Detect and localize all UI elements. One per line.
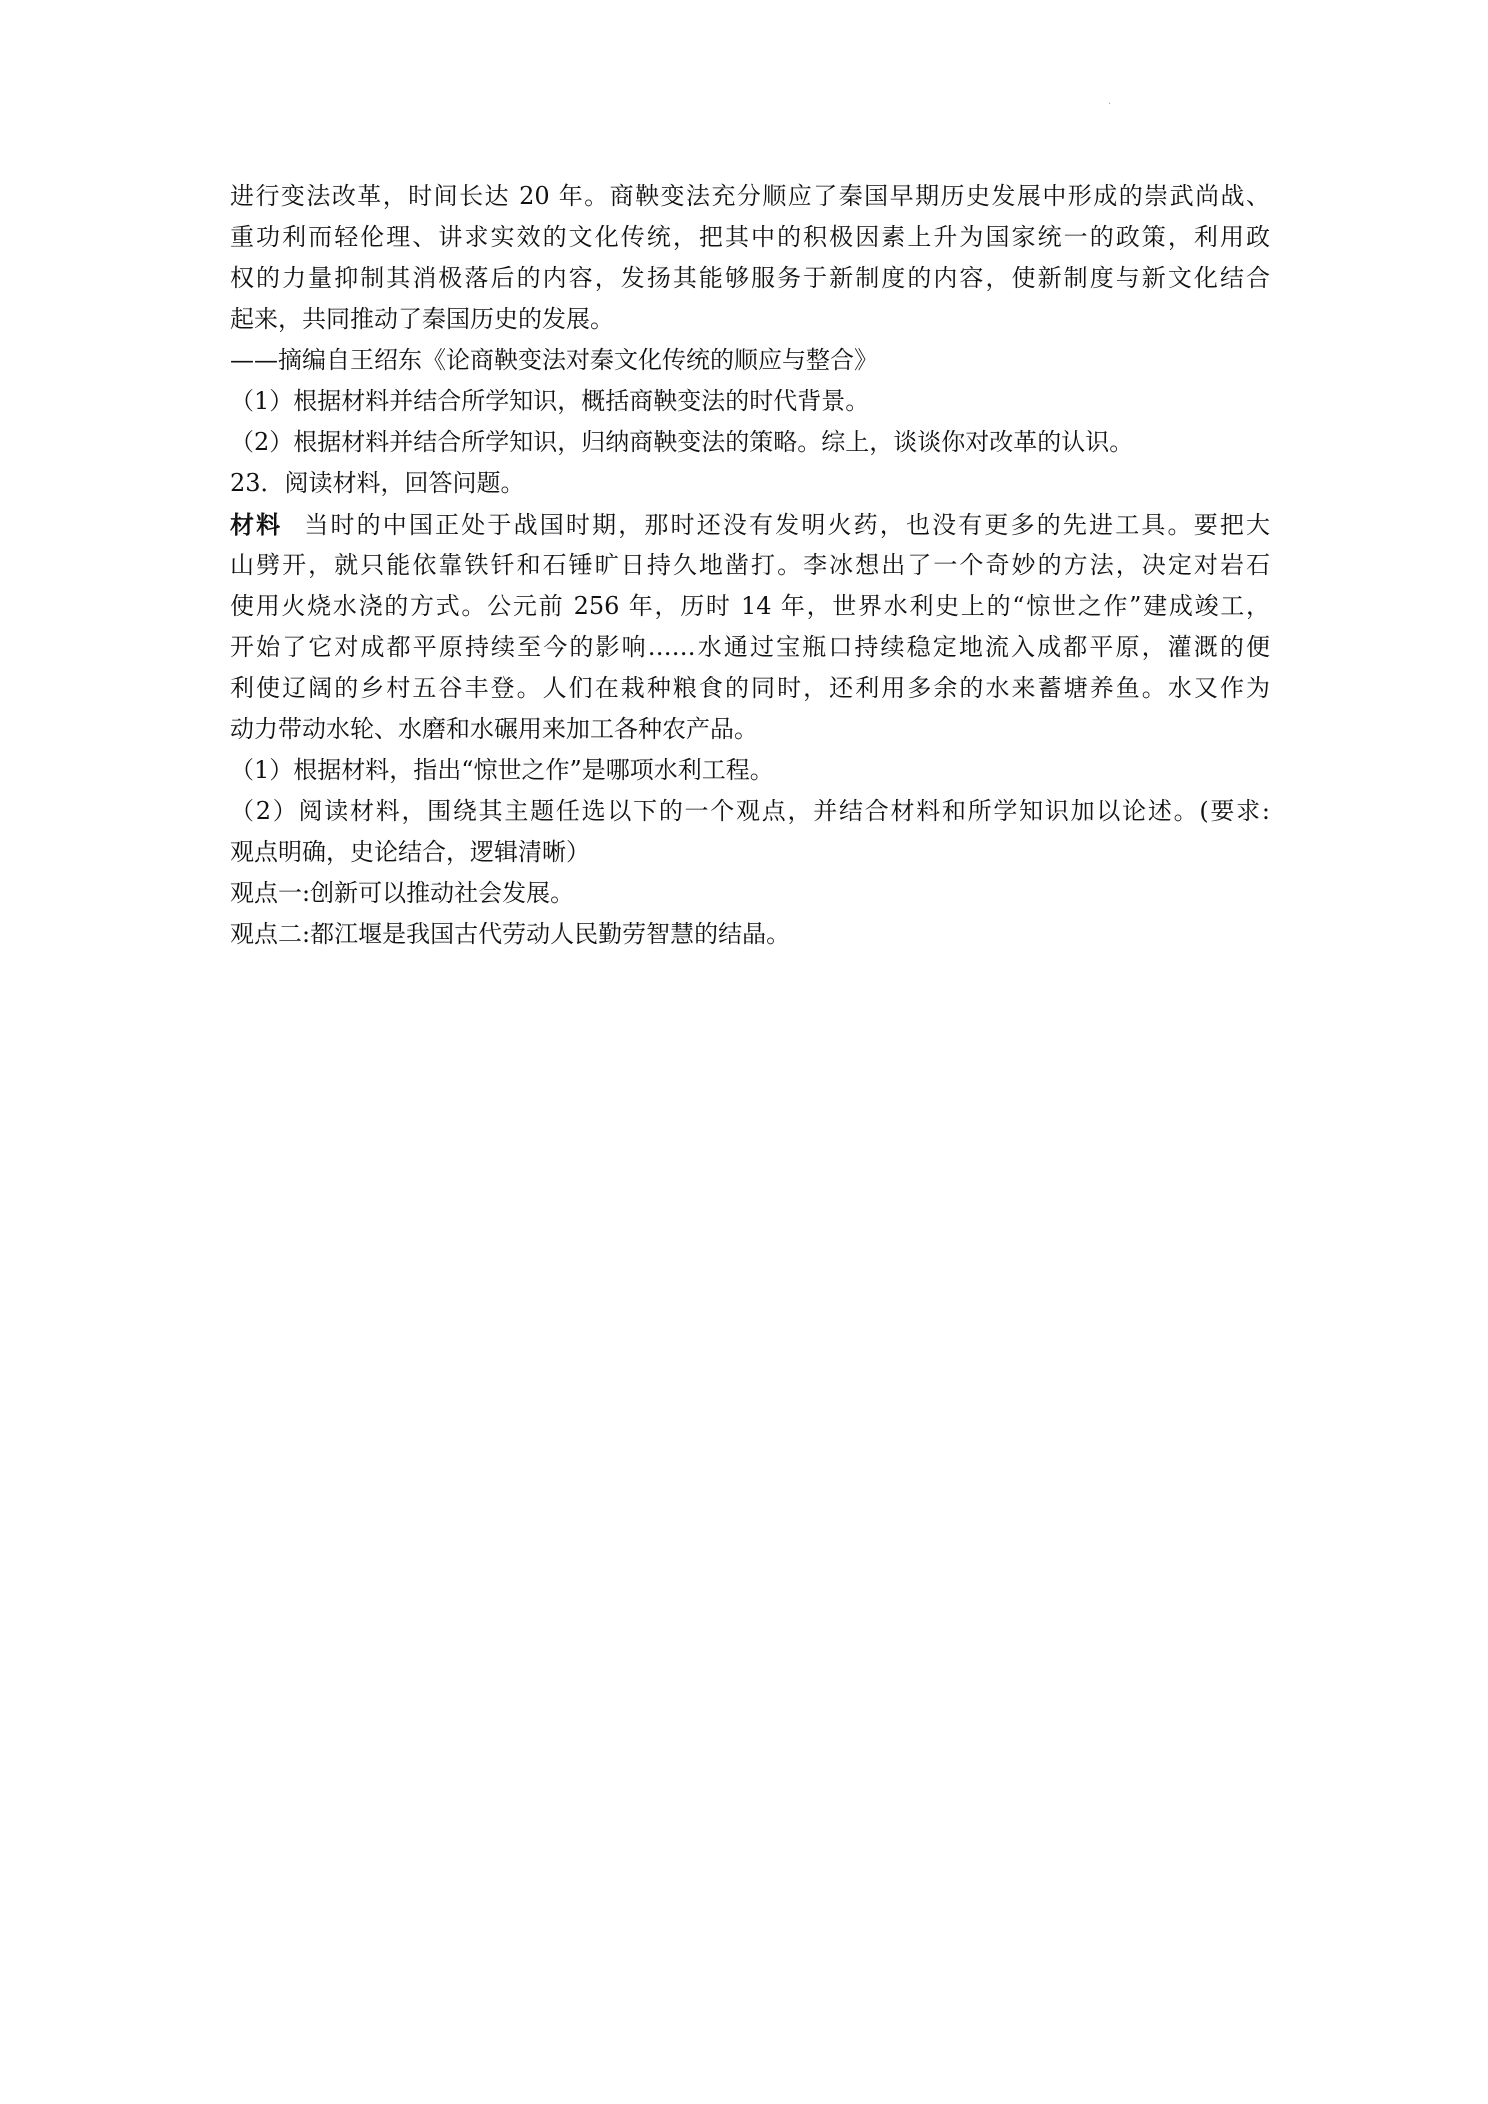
material-line: 山劈开，就只能依靠铁钎和石锤旷日持久地凿打。李冰想出了一个奇妙的方法，决定对岩石 bbox=[230, 551, 1270, 579]
passage-line: 起来，共同推动了秦国历史的发展。 bbox=[230, 305, 614, 333]
viewpoint-1: 观点一:创新可以推动社会发展。 bbox=[230, 879, 575, 907]
material-line: 动力带动水轮、水磨和水碾用来加工各种农产品。 bbox=[230, 715, 758, 743]
question-23-1: （1）根据材料，指出“惊世之作”是哪项水利工程。 bbox=[230, 756, 774, 784]
material-23 bbox=[230, 504, 1270, 750]
passage-line: 进行变法改革，时间长达 20 年。商鞅变法充分顺应了秦国早期历史发展中形成的崇武尚战、 bbox=[230, 182, 1270, 210]
passage-line: 重功利而轻伦理、讲求实效的文化传统，把其中的积极因素上升为国家统一的政策，利用政 bbox=[230, 223, 1270, 251]
question-23-2-line: （2）阅读材料，围绕其主题任选以下的一个观点，并结合材料和所学知识加以论述。(要求: bbox=[230, 797, 1270, 825]
material-line: 开始了它对成都平原持续至今的影响……水通过宝瓶口持续稳定地流入成都平原，灌溉的便 bbox=[230, 633, 1270, 661]
viewpoint-2: 观点二:都江堰是我国古代劳动人民勤劳智慧的结晶。 bbox=[230, 920, 791, 948]
passage-line: 权的力量抑制其消极落后的内容，发扬其能够服务于新制度的内容，使新制度与新文化结合 bbox=[230, 264, 1270, 292]
passage-source: ——摘编自王绍东《论商鞅变法对秦文化传统的顺应与整合》 bbox=[230, 346, 878, 374]
question-23-2-line: 观点明确，史论结合，逻辑清晰） bbox=[230, 838, 590, 866]
passage-22-text bbox=[230, 176, 1270, 340]
question-23-heading: 23．阅读材料，回答问题。 bbox=[230, 469, 525, 497]
question-22-1: （1）根据材料并结合所学知识，概括商鞅变法的时代背景。 bbox=[230, 387, 870, 415]
question-22-2: （2）根据材料并结合所学知识，归纳商鞅变法的策略。综上，谈谈你对改革的认识。 bbox=[230, 428, 1134, 456]
material-line: 利使辽阔的乡村五谷丰登。人们在栽种粮食的同时，还利用多余的水来蓄塘养鱼。水又作为 bbox=[230, 674, 1270, 702]
material-line: 使用火烧水浇的方式。公元前 256 年，历时 14 年，世界水利史上的“惊世之作”建成竣工， bbox=[230, 592, 1270, 620]
material-label: 材料 bbox=[230, 510, 283, 539]
corner-mark: . bbox=[1108, 96, 1112, 107]
material-line bbox=[230, 504, 1270, 545]
document-body bbox=[230, 176, 1270, 955]
material-line-text: 当时的中国正处于战国时期，那时还没有发明火药，也没有更多的先进工具。要把大 bbox=[304, 511, 1270, 539]
